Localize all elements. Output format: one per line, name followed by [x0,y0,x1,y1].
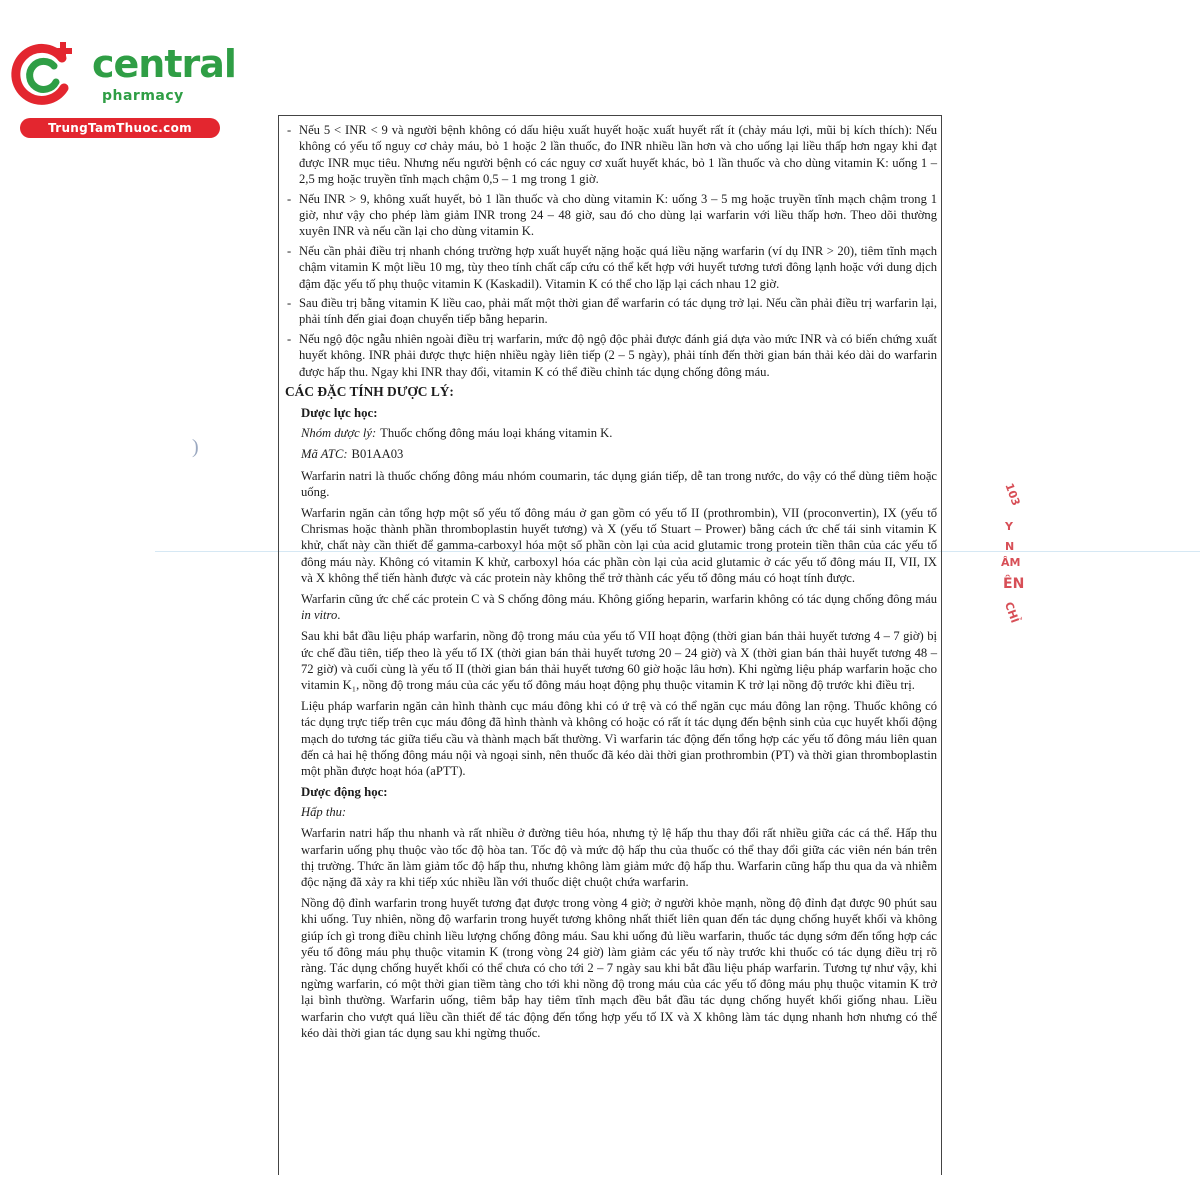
margin-mark: ) [192,436,199,458]
stamp-text: ÊN [1003,576,1025,592]
pd-paragraph: Liệu pháp warfarin ngăn cản hình thành cục máu đông khi có ứ trệ và có thể ngăn cục máu đông lan rộng. Thuốc không có tác dụng trực tiếp trên cục máu đông đã hình thành và không có hoặc có rất ít tác dụng đến bệnh sinh của cục huyết khối động mạch do tương tác giữa tiểu cầu và thành mạch bất thường. Vì warfarin tác động đến tổng hợp các yếu tố đông máu liên quan đến cả hai hệ thống đông máu nội và ngoại sinh, nên thuốc đã kéo dài thời gian prothrombin (PT) và thời gian thromboplastin một phần được hoạt hóa (aPTT). [301,699,937,778]
central-pharmacy-logo[interactable] [10,38,236,138]
overdose-bullet: - Nếu ngộ độc ngẫu nhiên ngoài điều trị warfarin, mức độ ngộ độc phải được đánh giá dựa vào mức INR và có biến chứng xuất huyết không. INR phải được thực hiện nhiều ngày liên tiếp (2 – 5 ngày), phải tính đến thời gian bán thải kéo dài do warfarin được hấp thu. Ngay khi INR thay đổi, vitamin K có thể điều chỉnh tác dụng chống đông máu. [287,331,937,379]
pharmacologic-group: Nhóm dược lý: Thuốc chống đông máu loại kháng vitamin K. [301,426,613,441]
stamp-text: 103 [1002,481,1023,508]
logo-name: central [92,42,236,86]
stamp-text: Y [1005,520,1013,533]
document-page [278,115,942,1175]
logo-subtitle: pharmacy [102,88,184,104]
logo-url-badge: TrungTamThuoc.com [20,118,220,138]
overdose-bullet: - Nếu 5 < INR < 9 và người bệnh không có dấu hiệu xuất huyết hoặc xuất huyết rất ít (chảy máu lợi, mũi bị kích thích): Nếu không có yếu tố nguy cơ chảy máu, bỏ 1 hoặc 2 lần thuốc, đo INR nhiều lần hơn và cho uống lại liều thấp hơn ngay khi đạt được INR mục tiêu. Nhưng nếu người bệnh có các nguy cơ xuất huyết khác, bỏ 1 lần thuốc và cho dùng vitamin K: uống 1 – 2,5 mg hoặc truyền tĩnh mạch chậm 0,5 – 1 mg trong 1 giờ. [287,123,937,187]
pk-paragraph: Nồng độ đỉnh warfarin trong huyết tương đạt được trong vòng 4 giờ; ở người khỏe mạnh, nồng độ đỉnh đạt được 90 phút sau khi uống. Tuy nhiên, nồng độ warfarin trong huyết tương không nhất thiết liên quan đến tác dụng chống huyết khối và không giúp ích gì trong điều chỉnh liều lượng chống đông máu. Sau khi uống đủ liều warfarin, thuốc tác dụng sớm đến tổng hợp các yếu tố đông máu phụ thuộc vitamin K (trong vòng 24 giờ) làm giảm các yếu tố này trước khi thuốc có tác dụng điều trị rõ ràng. Tác dụng chống huyết khối có thể chưa có cho tới 2 – 7 ngày sau khi bắt đầu liệu pháp warfarin. Tương tự như vậy, khi ngừng warfarin, có một thời gian tiềm tàng cho tới khi nồng độ trong máu của các yếu tố đông máu phụ thuộc vitamin K trở lại bình thường. Warfarin uống, tiêm bắp hay tiêm tĩnh mạch đều bắt đầu tác dụng chống huyết khối giống nhau. Liều warfarin cho vượt quá liều cần thiết để tác động đến tổng hợp yếu tố IX và X không làm tác dụng nhanh hơn nhưng có thể kéo dài thời gian tác dụng sau khi ngừng thuốc. [301,896,937,1040]
atc-code: Mã ATC: B01AA03 [301,447,404,462]
stamp-text: ÂM [1001,556,1021,569]
pd-paragraph: Warfarin ngăn cản tổng hợp một số yếu tố đông máu ở gan gồm có yếu tố II (prothrombin), VII (proconvertin), IX (yếu tố Chrismas hoặc thành phần thromboplastin huyết tương) và X (yếu tố Stuart – Prower) bằng cách ức chế tái sinh vitamin K khử, chất này cần thiết để gamma-carboxyl hóa một số phần còn lại của acid glutamic trong protein tiền thân của các yếu tố đông máu này. Không có vitamin K khử, carboxyl hóa các phần còn lại của acid glutamic ở các yếu tố đông máu II, VII, IX và X không thể tiến hành được và các protein này không thể trở thành các yếu tố đông máu có hoạt tính được. [301,505,937,585]
pharmacokinetics-title: Dược động học: [301,785,388,800]
document-content [285,122,937,1046]
pd-paragraph: Warfarin cũng ức chế các protein C và S chống đông máu. Không giống heparin, warfarin không có tác dụng chống đông máu in vitro. [301,591,938,623]
red-stamp [995,478,1035,638]
pd-paragraph: Warfarin natri là thuốc chống đông máu nhóm coumarin, tác dụng gián tiếp, dễ tan trong nước, do vậy có thể dùng tiêm hoặc uống. [301,468,937,499]
overdose-bullet: - Nếu INR > 9, không xuất huyết, bỏ 1 lần thuốc và cho dùng vitamin K: uống 3 – 5 mg hoặc truyền tĩnh mạch chậm trong 1 giờ, như vậy cho phép làm giảm INR trong 24 – 48 giờ, sau đó cho dùng lại warfarin với liều thấp hơn. Theo dõi thường xuyên INR và nếu cần lại cho dùng vitamin K. [287,191,937,239]
pharmacodynamics-title: Dược lực học: [301,406,378,421]
logo-c-icon [10,38,82,110]
overdose-bullet: - Nếu cần phải điều trị nhanh chóng trường hợp xuất huyết nặng hoặc quá liều nặng warfarin (ví dụ INR > 20), tiêm tĩnh mạch chậm vitamin K một liều 10 mg, tùy theo tính chất cấp cứu có thể kết hợp với huyết tương tươi đông lạnh hoặc với dung dịch đậm đặc yếu tố phụ thuộc vitamin K (Kaskadil). Vitamin K có thể cho lặp lại cách nhau 12 giờ. [287,243,937,291]
overdose-bullet: - Sau điều trị bằng vitamin K liều cao, phải mất một thời gian để warfarin có tác dụng trở lại. Nếu cần phải điều trị warfarin lại, phải tính đến giai đoạn chuyển tiếp bằng heparin. [287,296,937,327]
absorption-subtitle: Hấp thu: [301,805,347,820]
pd-paragraph: Sau khi bắt đầu liệu pháp warfarin, nồng độ trong máu của yếu tố VII hoạt động (thời gian bán thải huyết tương 4 – 7 giờ) bị ức chế đầu tiên, tiếp theo là yếu tố IX (thời gian bán thải huyết tương 20 – 24 giờ) và X (thời gian bán thải huyết tương 48 – 72 giờ) và cuối cùng là yếu tố II (thời gian bán thải huyết tương 60 giờ hoặc lâu hơn). Khi ngừng liệu pháp warfarin hoặc cho vitamin K₁, nồng độ trong máu của các yếu tố đông máu hoạt động phụ thuộc vitamin K trở lại nồng độ trước khi điều trị. [301,629,937,692]
stamp-text: CHỈ [1001,600,1022,625]
section-title: CÁC ĐẶC TÍNH DƯỢC LÝ: [285,384,454,400]
stamp-text: N [1005,540,1015,553]
pk-paragraph: Warfarin natri hấp thu nhanh và rất nhiều ở đường tiêu hóa, nhưng tỷ lệ hấp thu thay đổi rất nhiều giữa các cá thể. Hấp thu warfarin uống phụ thuộc vào tốc độ hòa tan. Tốc độ và mức độ hấp thu của thuốc có thể thay đổi giữa các viên nén bán trên thị trường. Thức ăn làm giảm tốc độ hấp thu, nhưng không làm giảm mức độ hấp thu. Warfarin cũng hấp thu qua da và nhiễm độc nặng đã xảy ra khi tiếp xúc nhiều lần với thuốc diệt chuột chứa warfarin. [301,826,937,889]
